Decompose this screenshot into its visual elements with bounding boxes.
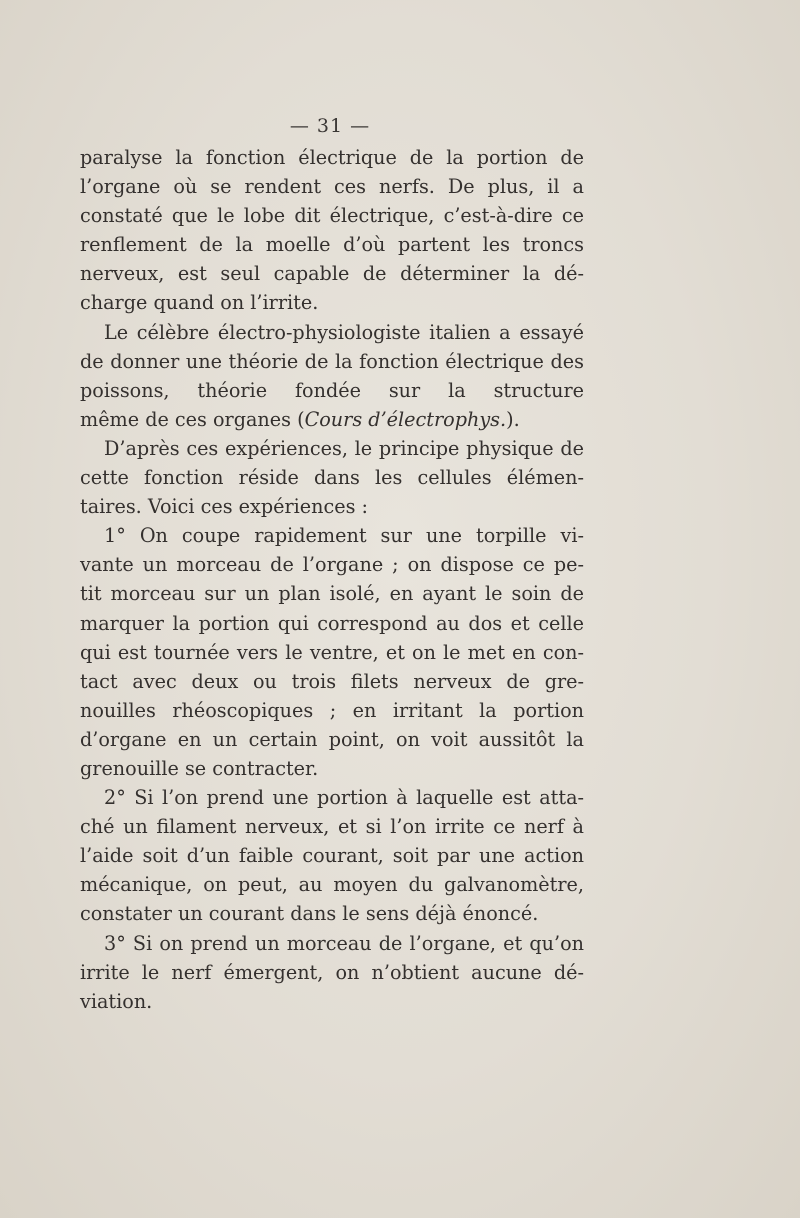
paragraph-4-end — [80, 754, 584, 783]
text-line: qui est tournée vers le ventre, et on le met en con- — [80, 640, 584, 664]
text-line: de cette fonction réside dans les cellules élémen- — [80, 436, 584, 490]
paragraph-3-end — [80, 492, 584, 521]
paragraph-2-end — [80, 405, 584, 434]
page-body — [80, 143, 584, 1016]
text-line: renflement de la moelle d’où partent les troncs — [80, 233, 584, 257]
text-line: grenouille se contracter. — [80, 756, 319, 780]
text-line: 1° On coupe rapidement sur une torpille vi- — [104, 524, 584, 548]
text-line-suffix: ). — [506, 407, 520, 431]
text-line: de donner une théorie de la fonction électrique — [80, 349, 544, 373]
paragraph-1 — [80, 143, 584, 288]
text-line: viation. — [80, 989, 153, 1013]
text-line: nouilles rhéoscopiques ; en irritant la portion — [80, 698, 584, 722]
text-line: des poissons, théorie fondée sur la structure — [80, 349, 584, 402]
page-number: — 31 — — [289, 115, 371, 137]
paragraph-3 — [80, 434, 584, 492]
text-line: tact avec deux ou trois filets nerveux de gre- — [80, 669, 584, 693]
text-line: tit morceau sur un plan isolé, en ayant le soin de — [80, 582, 584, 606]
text-line: irrite le nerf émergent, on n’obtient aucune dé- — [80, 960, 584, 984]
paragraph-6 — [80, 929, 584, 987]
italic-title: Cours d’électrophys. — [304, 407, 507, 431]
paragraph-4 — [80, 521, 584, 754]
text-line-prefix: même de ces organes ( — [80, 407, 305, 431]
paragraph-6-end — [80, 987, 584, 1016]
text-line: 2° Si l’on prend une portion à laquelle est atta- — [104, 786, 584, 810]
text-line: l’organe où se rendent ces nerfs. De plus, il a — [80, 175, 584, 199]
paragraph-2 — [80, 318, 584, 405]
text-line: charge quand on l’irrite. — [80, 291, 319, 315]
text-line: nerveux, est seul capable de déterminer la dé- — [80, 262, 584, 286]
paragraph-1-end — [80, 288, 584, 317]
text-line: constaté que le lobe dit électrique, c’est-à-dire ce — [80, 204, 584, 228]
text-line: marquer la portion qui correspond au dos et celle — [80, 611, 584, 635]
text-line: D’après ces expériences, le principe physique — [104, 436, 554, 460]
text-line: constater un courant dans le sens déjà énoncé. — [80, 902, 539, 926]
text-line: vante un morceau de l’organe ; on dispose ce pe- — [80, 553, 584, 577]
text-line: mécanique, on peut, au moyen du galvanomètre, — [80, 873, 584, 897]
text-line: ché un filament nerveux, et si l’on irrite ce nerf à — [80, 815, 584, 839]
text-line: Le célèbre électro-physiologiste italien a essayé — [104, 320, 584, 344]
text-line: l’aide soit d’un faible courant, soit par une action — [80, 844, 584, 868]
text-line: 3° Si on prend un morceau de l’organe, et qu’on — [104, 931, 584, 955]
paragraph-5-end — [80, 899, 584, 928]
text-line: paralyse la fonction électrique de la portion de — [80, 146, 584, 169]
text-line: d’organe en un certain point, on voit aussitôt la — [80, 727, 584, 751]
text-line: taires. Voici ces expériences : — [80, 495, 369, 519]
paragraph-5 — [80, 783, 584, 899]
